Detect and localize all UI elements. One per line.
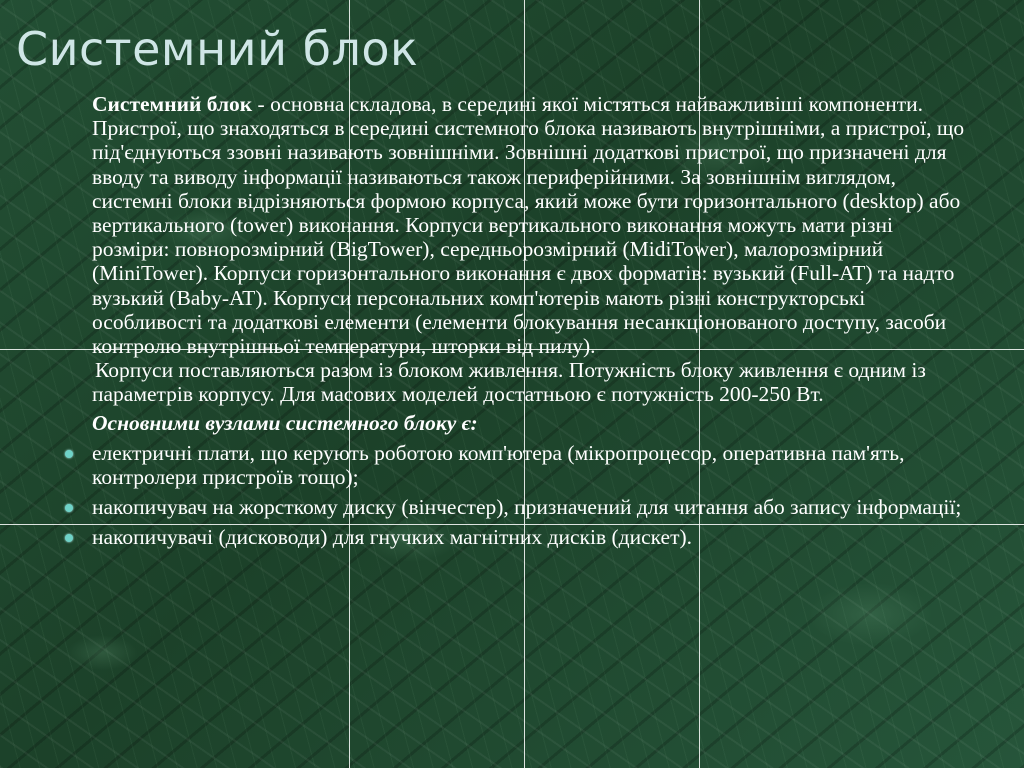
units-heading: Основними вузлами системного блоку є: [92, 410, 478, 435]
intro-bold-lead: Системний блок [92, 92, 253, 116]
units-heading-paragraph [92, 411, 972, 435]
list-item-text: електричні плати, що керують роботою комп'ютера (мікропроцесор, оперативна пам'ять, контролери пристроїв тощо); [92, 440, 905, 490]
round-dot-icon [65, 534, 73, 542]
list-item [92, 525, 972, 549]
slide-body [92, 92, 972, 556]
list-item-text: накопичувачі (дисководи) для гнучких магнітних дисків (дискет). [92, 525, 692, 550]
round-dot-icon [65, 504, 73, 512]
round-dot-icon [65, 450, 73, 458]
power-supply-paragraph: Корпуси поставляються разом із блоком живлення. Потужність блоку живлення є одним із параметрів корпусу. Для масових моделей достатньою є потужність 200-250 Вт. [92, 358, 926, 407]
slide-title: Системний блок [16, 22, 419, 76]
intro-paragraph [92, 92, 972, 358]
intro-text: - основна складова, в середині якої містяться найважливіші компоненти. Пристрої, що знаходяться в середині системного блока називають внутрішніми, а пристрої, що під'єднуються ззовні називають зовнішніми. Зовнішні додаткові пристрої, що призначені для вводу та виводу інформації називаються також периферійними. За зовнішнім виглядом, системні блоки відрізняються формою корпуса, який може бути горизонтального (desktop) або вертикального (tower) виконання. Корпуси вертикального виконання можуть мати різні розміри: повнорозмірний (BigTower), середньорозмірний (MidiTower), малорозмірний (MiniTower). Корпуси горизонтального виконання є двох форматів: вузький (Full-AT) та надто вузький (Baby-AT). Корпуси персональних комп'ютерів мають різні конструкторські особливості та додаткові елементи (елементи блокування несанкціонованого доступу, засоби контролю внутрішньої температури, шторки від пилу). [92, 92, 965, 359]
list-item [92, 495, 972, 519]
units-list [92, 441, 972, 550]
list-item-text: накопичувач на жорсткому диску (вінчестер), призначений для читання або запису інформації; [92, 495, 962, 520]
list-item [92, 441, 972, 489]
